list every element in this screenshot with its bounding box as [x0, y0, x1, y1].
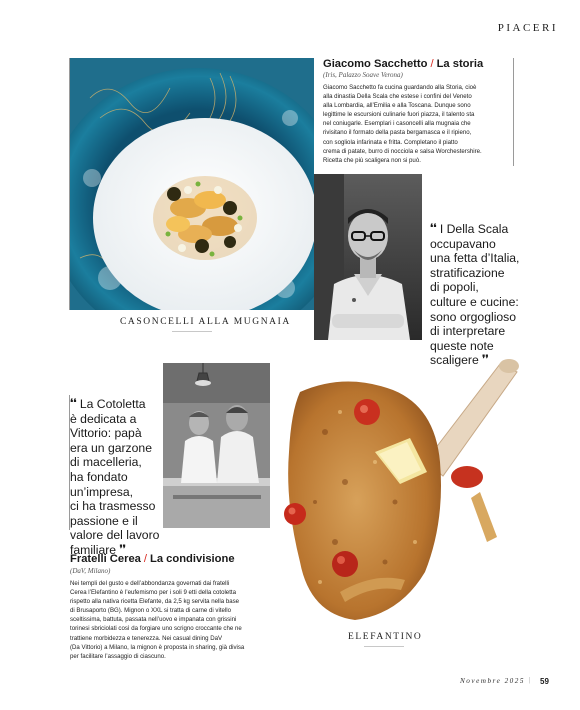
story1-quote-line: scaligere	[430, 353, 479, 368]
story1-body-line: crema di patate, burro di nocciola e salsa Worchestershire.	[323, 147, 482, 155]
chef-portrait-photo	[314, 174, 422, 340]
story1-quote-line: occupavano	[430, 236, 496, 251]
story1-body-line: nel coniugarle. Esemplari i casoncelli alla mugnaia che	[323, 120, 471, 128]
story1-body-line: con sogliola infarinata e fritta. Completano il piatto	[323, 138, 458, 146]
plate-caption-rule	[172, 331, 212, 332]
cutlet-caption: ELEFANTINO	[348, 632, 423, 642]
story2-quote-line: La Cotoletta	[79, 397, 146, 411]
plate-illustration	[70, 58, 314, 310]
cutlet-caption-rule	[364, 646, 404, 647]
cutlet-illustration	[275, 352, 525, 628]
story2-quote-line: ci ha trasmesso	[70, 499, 156, 514]
story2-body-line: per facilitare l’assaggio di ciascuno.	[70, 652, 166, 660]
story1-body-line: alla Lombardia, all’Emilia e alla Toscana. Dunque sono	[323, 102, 471, 110]
story2-body	[70, 579, 285, 661]
chefs-photo	[163, 363, 270, 528]
story1-quote	[430, 222, 520, 368]
quote-open-mark: ❛❛	[430, 223, 437, 234]
story1-quote-line: stratificazione	[430, 265, 505, 280]
story2-subtitle: La condivisione	[150, 553, 235, 565]
story1-quote-line: di popoli,	[430, 280, 479, 295]
story2-body-line: sceltissima, battuta, passata nell’uovo e impanata con grissini	[70, 616, 237, 624]
story2-quote-line: era un garzone	[70, 440, 152, 455]
footer-divider: |	[529, 676, 532, 684]
plate-caption: CASONCELLI ALLA MUGNAIA	[120, 317, 291, 327]
chef-portrait-illustration	[314, 174, 422, 340]
story1-quote-line: I Della Scala	[439, 222, 509, 236]
story2-body-line: (Da Vittorio) a Milano, la mignon è proposta in sharing, già divisa	[70, 643, 245, 651]
page-number: 59	[540, 677, 549, 686]
story2-quote-line: valore del lavoro	[70, 528, 160, 543]
quote-open-mark: ❛❛	[70, 398, 77, 409]
story1-quote-line: di interpretare	[430, 324, 506, 339]
story2-chef-name: Fratelli Cerea	[70, 553, 141, 565]
story2-quote-line: passione e il	[70, 513, 138, 528]
story2-title	[70, 553, 235, 565]
quote-close-mark: ❜❜	[482, 354, 489, 366]
right-rule	[513, 58, 514, 166]
story1-quote-line: culture e cucine:	[430, 294, 519, 309]
story2-separator: /	[143, 553, 147, 565]
story2-body-line: Cerea l’Elefantino è l’eufemismo per i soli 9 etti della cotoletta	[70, 589, 236, 597]
story2-quote-line: un’impresa,	[70, 484, 133, 499]
story2-quote-line: Vittorio: papà	[70, 426, 142, 441]
story1-subtitle: La storia	[436, 58, 484, 70]
story2-quote	[70, 397, 162, 558]
story1-body-line: legittime le escursioni culinarie fuori piazza, il talento sta	[323, 111, 475, 119]
story1-chef-name: Giacomo Sacchetto	[323, 58, 428, 70]
story1-body	[323, 83, 513, 165]
story1-body-line: alla dinastia Della Scala che estese i confini del Veneto	[323, 93, 472, 101]
story1-venue: (Iris, Palazzo Soave Verona)	[323, 71, 403, 79]
story2-body-line: Nei templi del gusto e dell’abbondanza governati dai fratelli	[70, 580, 230, 587]
story1-separator: /	[430, 58, 434, 70]
cutlet-photo	[275, 352, 525, 628]
story2-quote-line: familiare	[70, 542, 117, 557]
story1-title	[323, 58, 483, 70]
story1-body-line: rivisitano il formato della pasta bergamasca e il ripieno,	[323, 129, 472, 137]
quote-close-mark: ❜❜	[119, 543, 126, 555]
footer-issue: Novembre 2025	[460, 677, 525, 685]
story2-body-line: torinesi sbriciolati così da forgiare uno scrigno croccante che ne	[70, 625, 242, 633]
story2-body-line: rispetto alla nativa ricetta Elefante, da 2,5 kg servita nella base	[70, 598, 240, 606]
story1-quote-line: sono orgoglioso	[430, 309, 517, 324]
story1-quote-line: queste note	[430, 338, 494, 353]
story1-body-line: Giacomo Sacchetto fa cucina guardando alla Storia, cioè	[323, 84, 477, 91]
section-label: PIACERI	[497, 22, 558, 34]
story2-quote-line: è dedicata a	[70, 411, 137, 426]
story1-body-line: Ricetta che più scaligera non si può.	[323, 156, 421, 164]
plate-photo	[70, 58, 314, 310]
story2-body-line: di Brusaporto (BG). Mignon o XXL si tratta di carne di vitello	[70, 607, 231, 615]
story2-venue: (DaV, Milano)	[70, 567, 111, 575]
story2-quote-line: ha fondato	[70, 469, 128, 484]
chefs-illustration	[163, 363, 270, 528]
story2-quote-line: di macelleria,	[70, 455, 142, 470]
story2-body-line: trattiene morbidezza e tenerezza. Nei casual dining DaV	[70, 634, 223, 642]
story1-quote-line: una fetta d’Italia,	[430, 251, 520, 266]
